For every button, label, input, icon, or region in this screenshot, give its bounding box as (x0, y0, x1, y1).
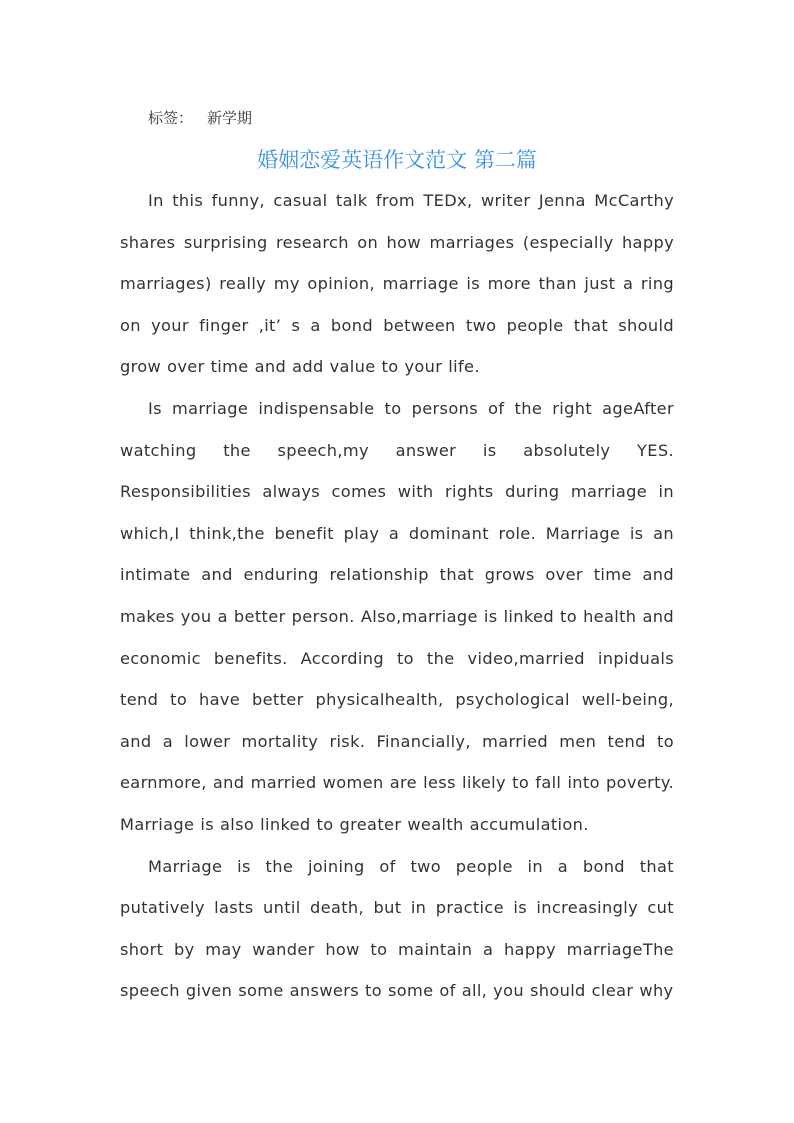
article-body (120, 180, 674, 1012)
paragraph-1: In this funny, casual talk from TEDx, writer Jenna McCarthy shares surprising research on how marriages (especially happy marriages) really my opinion, marriage is more than just a ring on your finger ,it’ s a bond between two people that should grow over time and add value to your life. (120, 191, 674, 377)
paragraph-3: Marriage is the joining of two people in a bond that putatively lasts until death, but in practice is increasingly cut short by may wander how to maintain a happy marriageThe speech given some answers to some of all, you should clear why (120, 856, 674, 1001)
tag-line (148, 106, 252, 130)
paragraph-2: Is marriage indispensable to persons of the right ageAfter watching the speech,my answer is absolutely YES. Responsibilities always comes with rights during marriage in which,I think,the benefit play a dominant role. Marriage is an intimate and enduring relationship that grows over time and makes you a better person. Also,marriage is linked to health and economic benefits. According to the video,married inpiduals tend to have better physicalhealth, psychological well-being, and a lower mortality risk. Financially, married men tend to earnmore, and married women are less likely to fall into poverty. Marriage is also linked to greater wealth accumulation. (120, 398, 674, 834)
article-title: 婚姻恋爱英语作文范文 第二篇 (257, 148, 537, 172)
tag-value: 新学期 (207, 109, 253, 127)
tag-label: 标签： (148, 109, 194, 127)
